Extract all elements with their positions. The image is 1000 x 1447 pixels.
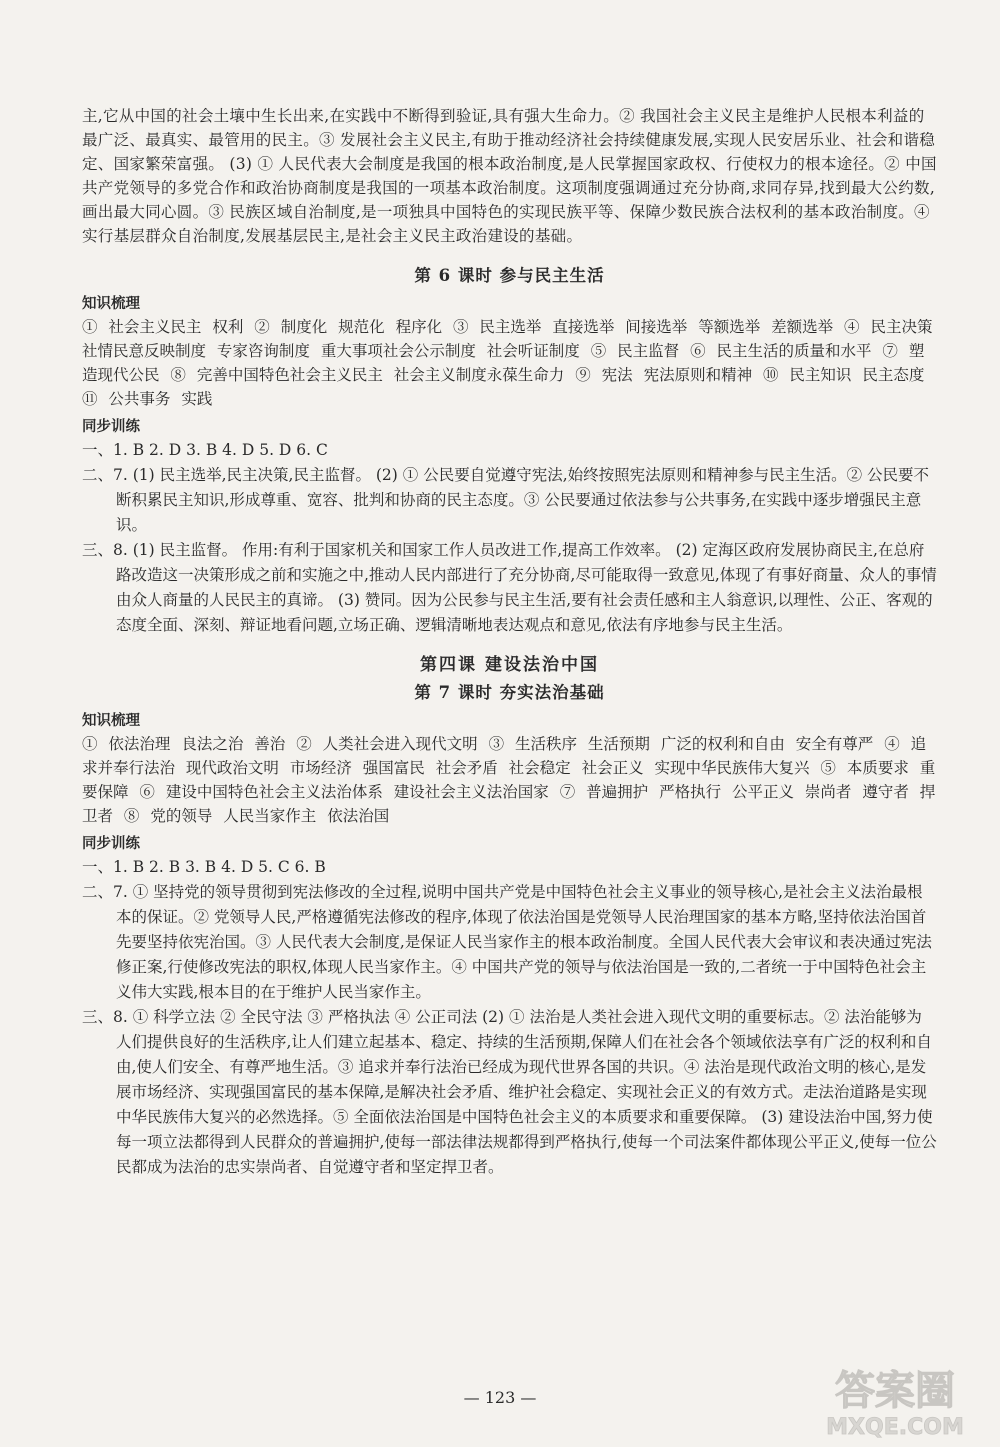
watermark-text-url: MXQE.COM	[826, 1415, 964, 1440]
watermark-logo	[800, 1352, 990, 1442]
lesson7-title: 第 7 课时 夯实法治基础	[414, 683, 605, 702]
watermark-icon	[800, 1352, 990, 1442]
lesson6-answer-2: 二、7. (1) 民主选举,民主决策,民主监督。 (2) ① 公民要自觉遵守宪法,始终按照宪法原则和精神参与民主生活。② 公民要不断积累民主知识,形成尊重、宽容、批判和协商的民主态度。③ 公民要通过依法参与公共事务,在实践中逐步增强民主意识。	[82, 466, 930, 534]
lesson6-answer-3: 三、8. (1) 民主监督。 作用:有利于国家机关和国家工作人员改进工作,提高工作效率。 (2) 定海区政府发展协商民主,在总府路改造这一决策形成之前和实施之中,推动人民内部进行了充分协商,尽可能取得一致意见,体现了有事好商量、众人的事情由众人商量的人民民主的真谛。 (3) 赞同。因为公民参与民主生活,要有社会责任感和主人翁意识,以理性、公正、客观的态度全面、深刻、辩证地看问题,立场正确、逻辑清晰地表达观点和意见,依法有序地参与民主生活。	[82, 541, 937, 634]
lesson7-answer-2: 二、7. ① 坚持党的领导贯彻到宪法修改的全过程,说明中国共产党是中国特色社会主义事业的领导核心,是社会主义法治最根本的保证。② 党领导人民,严格遵循宪法修改的程序,体现了依法治国是党领导人民治理国家的基本方略,坚持依法治国首先要坚持依宪治国。③ 人民代表大会制度,是保证人民当家作主的根本政治制度。全国人民代表大会审议和表决通过宪法修正案,行使修改宪法的职权,体现人民当家作主。④ 中国共产党的领导与依法治国是一致的,二者统一于中国特色社会主义伟大实践,根本目的在于维护人民当家作主。	[82, 883, 932, 1001]
lesson7-knowledge: ① 依法治理 良法之治 善治 ② 人类社会进入现代文明 ③ 生活秩序 生活预期 广泛的权利和自由 安全有尊严 ④ 追求并奉行法治 现代政治文明 市场经济 强国富民 社会矛盾 社会稳定 社会正义 实现中华民族伟大复兴 ⑤ 本质要求 重要保障 ⑥ 建设中国特色社会主义法治体系 建设社会主义法治国家 ⑦ 普遍拥护 严格执行 公平正义 崇尚者 遵守者 捍卫者 ⑧ 党的领导 人民当家作主 依法治国	[82, 735, 936, 825]
lesson6-knowledge-heading: 知识梳理	[82, 296, 140, 312]
lesson6-answer-1: 一、1. B 2. D 3. B 4. D 5. D 6. C	[82, 441, 328, 459]
lesson6-practice-heading: 同步训练	[82, 419, 140, 435]
lesson6-knowledge: ① 社会主义民主 权利 ② 制度化 规范化 程序化 ③ 民主选举 直接选举 间接选举 等额选举 差额选举 ④ 民主决策 社情民意反映制度 专家咨询制度 重大事项社会公示制度 社会听证制度 ⑤ 民主监督 ⑥ 民主生活的质量和水平 ⑦ 塑造现代公民 ⑧ 完善中国特色社会主义民主 社会主义制度永葆生命力 ⑨ 宪法 宪法原则和精神 ⑩ 民主知识 民主态度 ⑪ 公共事务 实践	[82, 318, 933, 408]
unit4-title: 第四课 建设法治中国	[420, 655, 599, 675]
lesson7-knowledge-heading: 知识梳理	[82, 713, 140, 729]
watermark-text-main: 答案圈	[835, 1368, 955, 1414]
page-number: — 123 —	[463, 1388, 537, 1407]
lesson7-practice-heading: 同步训练	[82, 836, 140, 852]
lesson6-title: 第 6 课时 参与民主生活	[414, 266, 605, 285]
lesson7-answer-1: 一、1. B 2. B 3. B 4. D 5. C 6. B	[82, 858, 326, 876]
page-content	[82, 104, 937, 1180]
lesson7-answer-3: 三、8. ① 科学立法 ② 全民守法 ③ 严格执法 ④ 公正司法 (2) ① 法治是人类社会进入现代文明的重要标志。② 法治能够为人们提供良好的生活秩序,让人们建立起基本、稳定、持续的生活预期,保障人们在社会各个领域依法享有广泛的权利和自由,使人们安全、有尊严地生活。③ 追求并奉行法治已经成为现代世界各国的共识。④ 法治是现代政治文明的核心,是发展市场经济、实现强国富民的基本保障,是解决社会矛盾、维护社会稳定、实现社会正义的有效方式。走法治道路是实现中华民族伟大复兴的必然选择。⑤ 全面依法治国是中国特色社会主义的本质要求和重要保障。 (3) 建设法治中国,努力使每一项立法都得到人民群众的普遍拥护,使每一部法律法规都得到严格执行,使每一个司法案件都体现公平正义,使每一位公民都成为法治的忠实崇尚者、自觉遵守者和坚定捍卫者。	[82, 1008, 937, 1176]
intro-paragraph: 主,它从中国的社会土壤中生长出来,在实践中不断得到验证,具有强大生命力。② 我国社会主义民主是维护人民根本利益的最广泛、最真实、最管用的民主。③ 发展社会主义民主,有助于推动经济社会持续健康发展,实现人民安居乐业、社会和谐稳定、国家繁荣富强。 (3) ① 人民代表大会制度是我国的根本政治制度,是人民掌握国家政权、行使权力的根本途径。② 中国共产党领导的多党合作和政治协商制度是我国的一项基本政治制度。这项制度强调通过充分协商,求同存异,找到最大公约数,画出最大同心圆。③ 民族区域自治制度,是一项独具中国特色的实现民族平等、保障少数民族合法权利的基本政治制度。④ 实行基层群众自治制度,发展基层民主,是社会主义民主政治建设的基础。	[82, 107, 937, 245]
